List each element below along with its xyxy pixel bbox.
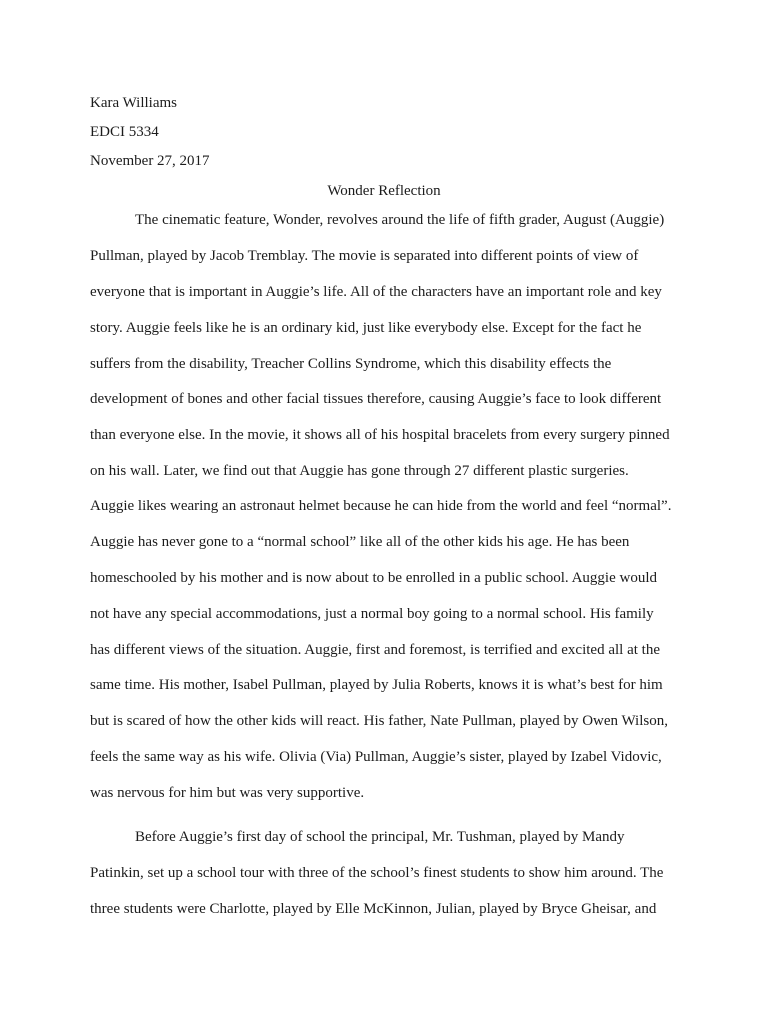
paragraph-line: but is scared of how the other kids will react. His father, Nate Pullman, played by Owen Wilson, xyxy=(90,713,668,729)
paragraph-line: than everyone else. In the movie, it shows all of his hospital bracelets from every surgery pinned xyxy=(90,427,670,443)
paragraph-line: suffers from the disability, Treacher Collins Syndrome, which this disability effects the xyxy=(90,356,612,372)
course-code: EDCI 5334 xyxy=(90,124,159,140)
paragraph-line: story. Auggie feels like he is an ordinary kid, just like everybody else. Except for the fact he xyxy=(90,320,642,336)
document-date: November 27, 2017 xyxy=(90,153,210,169)
paragraph-line: Auggie likes wearing an astronaut helmet because he can hide from the world and feel “normal”. xyxy=(90,498,672,514)
paragraph-line: homeschooled by his mother and is now about to be enrolled in a public school. Auggie would xyxy=(90,570,657,586)
document-title: Wonder Reflection xyxy=(327,183,441,199)
paragraph-line: same time. His mother, Isabel Pullman, played by Julia Roberts, knows it is what’s best for him xyxy=(90,677,663,693)
paragraph-line: Pullman, played by Jacob Tremblay. The movie is separated into different points of view of xyxy=(90,248,639,264)
paragraph-line: three students were Charlotte, played by Elle McKinnon, Julian, played by Bryce Gheisar, and xyxy=(90,901,657,917)
paragraph-line: on his wall. Later, we find out that Auggie has gone through 27 different plastic surgeries. xyxy=(90,463,629,479)
paragraph-line: Patinkin, set up a school tour with three of the school’s finest students to show him around. The xyxy=(90,865,664,881)
paragraph-line: everyone that is important in Auggie’s life. All of the characters have an important role and key xyxy=(90,284,662,300)
paragraph-line: Auggie has never gone to a “normal school” like all of the other kids his age. He has been xyxy=(90,534,630,550)
paragraph-line: not have any special accommodations, just a normal boy going to a normal school. His family xyxy=(90,606,654,622)
paragraph-line: The cinematic feature, Wonder, revolves around the life of fifth grader, August (Auggie) xyxy=(135,212,665,228)
paragraph-line: Before Auggie’s first day of school the principal, Mr. Tushman, played by Mandy xyxy=(135,829,625,845)
paragraph-line: development of bones and other facial tissues therefore, causing Auggie’s face to look different xyxy=(90,391,662,407)
paragraph-line: was nervous for him but was very supportive. xyxy=(90,785,365,801)
paragraph-line: has different views of the situation. Auggie, first and foremost, is terrified and excited all at the xyxy=(90,642,660,658)
author-name: Kara Williams xyxy=(90,95,178,111)
paragraph-line: feels the same way as his wife. Olivia (Via) Pullman, Auggie’s sister, played by Izabel Vidovic, xyxy=(90,749,662,765)
